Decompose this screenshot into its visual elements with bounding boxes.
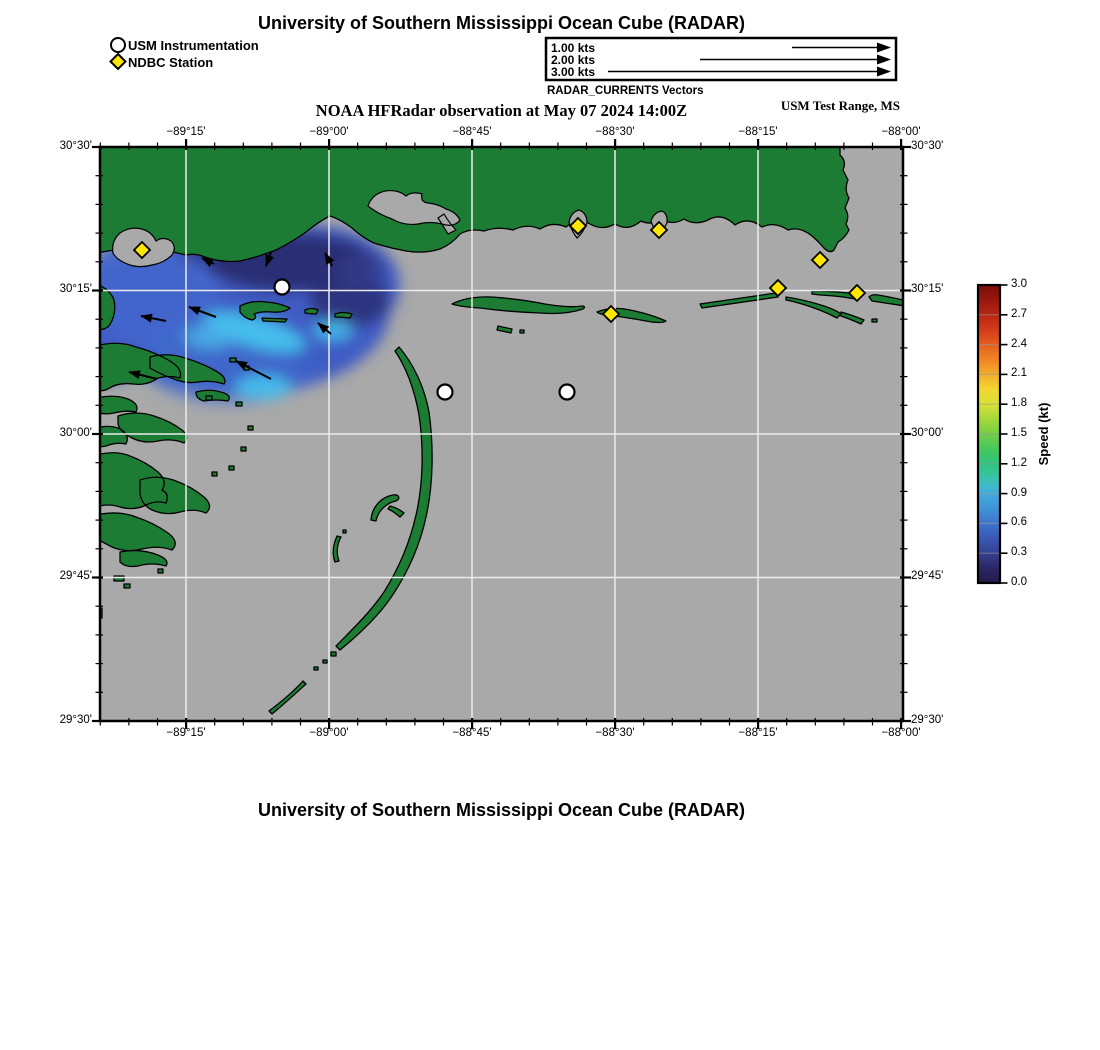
colorbar-tick-label: 0.0 [1011,576,1027,588]
colorbar-tick-label: 0.6 [1011,516,1027,529]
y-tick-label-right: 29°30' [911,713,944,726]
usm-instrumentation-marker [275,280,290,295]
test-range-label: USM Test Range, MS [780,98,900,113]
x-tick-label-top: −88°15' [738,126,778,138]
colorbar-tick-label: 1.2 [1011,456,1027,469]
scale-label-3kt: 3.00 kts [551,65,596,79]
vector-scale-caption: RADAR_CURRENTS Vectors [547,85,704,97]
x-tick-label-bottom: −89°15' [166,727,206,739]
legend-ndbc-label: NDBC Station [128,54,214,70]
ndbc-diamond-icon [111,54,126,69]
x-tick-label-bottom: −88°30' [595,727,635,739]
colorbar-tick-label: 2.1 [1011,367,1027,380]
colorbar-tick-label: 3.0 [1011,278,1027,290]
x-tick-label-top: −89°00' [309,126,349,138]
y-tick-label-left: 29°45' [59,570,92,582]
x-tick-label-bottom: −88°15' [738,727,778,739]
y-tick-label-left: 30°30' [59,139,92,152]
colorbar-tick-label: 2.4 [1011,337,1027,350]
y-tick-label-left: 30°15' [59,283,92,295]
y-tick-label-left: 29°30' [59,713,92,726]
x-tick-label-bottom: −89°00' [309,727,349,739]
y-tick-label-left: 30°00' [59,426,92,439]
usm-instrumentation-marker [438,385,453,400]
scale-label-1kt: 1.00 kts [551,41,596,55]
x-tick-label-top: −89°15' [166,126,206,138]
y-tick-label-right: 30°00' [911,426,944,439]
colorbar-tick-label: 1.5 [1011,427,1027,439]
usm-instrumentation-marker [560,385,575,400]
usm-circle-icon [111,38,125,52]
legend-usm-label: USM Instrumentation [128,38,259,53]
page-title-bottom: University of Southern Mississippi Ocean Cube (RADAR) [257,800,746,820]
x-tick-label-top: −88°45' [452,126,492,138]
colorbar-tick-label: 2.7 [1011,307,1027,320]
page-title-top: University of Southern Mississippi Ocean Cube (RADAR) [257,13,746,33]
scale-label-2kt: 2.00 kts [551,53,596,67]
y-tick-label-right: 30°15' [911,283,944,295]
map-area [65,139,911,729]
colorbar-tick-label: 1.8 [1011,397,1027,410]
x-tick-label-top: −88°00' [881,126,921,138]
observation-subtitle: NOAA HFRadar observation at May 07 2024 14:00Z [315,101,688,120]
y-tick-label-right: 30°30' [911,139,944,152]
x-tick-label-bottom: −88°00' [881,727,921,739]
colorbar-tick-label: 0.9 [1011,486,1027,499]
legend-symbols [111,38,126,69]
x-tick-label-bottom: −88°45' [452,727,492,739]
x-tick-label-top: −88°30' [595,126,635,138]
colorbar [978,285,1008,583]
colorbar-axis-label: Speed (kt) [1036,402,1051,466]
y-tick-label-right: 29°45' [911,570,944,582]
colorbar-tick-label: 0.3 [1011,546,1027,559]
